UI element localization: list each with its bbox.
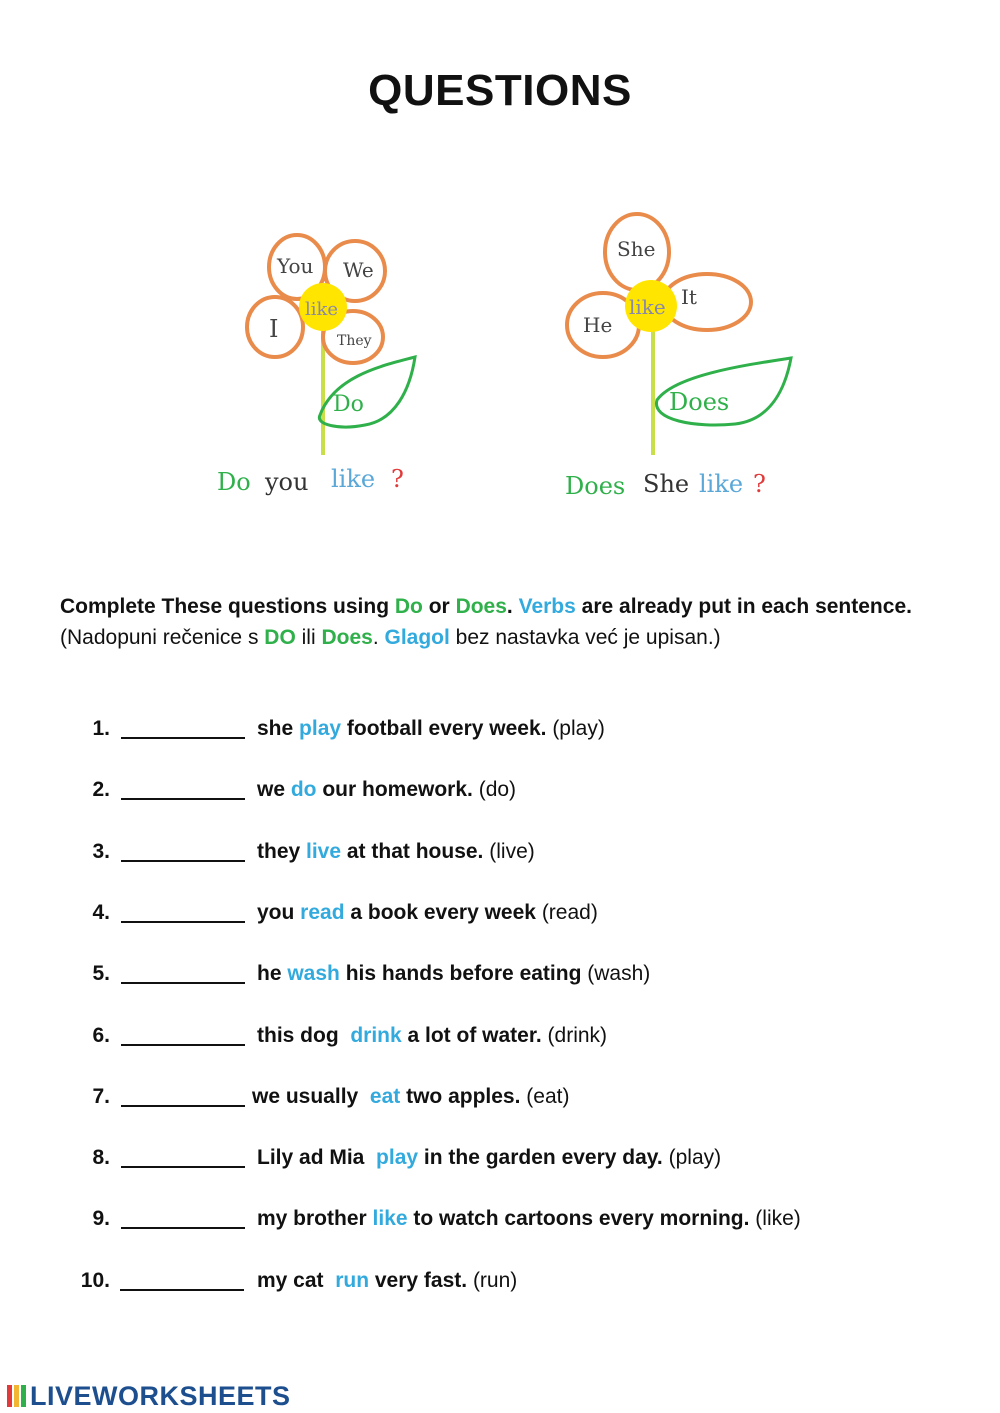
question-sentence xyxy=(257,774,516,806)
answer-blank[interactable] xyxy=(121,1022,245,1046)
keyword-verbs: Verbs xyxy=(518,595,576,618)
question-row xyxy=(0,836,1000,868)
question-number: 6. xyxy=(92,1023,110,1047)
caption-word: Does xyxy=(565,472,626,500)
caption-word: Do xyxy=(217,468,251,496)
question-number: 7. xyxy=(92,1084,110,1108)
instructions-text: Complete These questions using xyxy=(60,595,395,618)
caption-word: like xyxy=(331,465,376,493)
caption-word: you xyxy=(265,468,309,496)
verb-hint: (do) xyxy=(472,778,517,802)
sentence-verb: run xyxy=(335,1268,370,1292)
sentence-verb: like xyxy=(372,1207,408,1231)
petal-label: It xyxy=(681,285,697,309)
answer-blank[interactable] xyxy=(121,838,245,862)
petal-label: He xyxy=(583,313,613,337)
instructions-text: are already put in each sentence. xyxy=(575,595,912,618)
question-number: 9. xyxy=(92,1207,110,1231)
question-number: 2. xyxy=(92,778,110,802)
sentence-rest: at that house. xyxy=(341,839,484,863)
sentence-subject: my cat xyxy=(257,1268,336,1292)
answer-blank[interactable] xyxy=(121,899,245,923)
caption-word: ? xyxy=(753,470,766,498)
verb-hint: (eat) xyxy=(520,1084,570,1108)
sentence-rest: very fast. xyxy=(369,1268,468,1292)
question-sentence xyxy=(252,1081,569,1113)
answer-blank[interactable] xyxy=(120,1267,244,1291)
sentence-verb: play xyxy=(299,717,342,740)
petal-label: She xyxy=(617,237,656,261)
sentence-subject: they xyxy=(257,839,307,863)
keyword-glagol: Glagol xyxy=(384,626,450,649)
sentence-verb: wash xyxy=(287,962,340,986)
sentence-verb: eat xyxy=(369,1084,401,1108)
sentence-rest: a book every week xyxy=(344,900,536,924)
verb-hint: (run) xyxy=(467,1268,518,1292)
question-row xyxy=(0,1203,1000,1235)
question-number: 10. xyxy=(80,1268,110,1292)
question-sentence xyxy=(257,958,650,990)
question-number: 5. xyxy=(92,962,110,986)
answer-blank[interactable] xyxy=(121,715,245,739)
liveworksheets-logo xyxy=(6,1380,291,1412)
verb-hint: (like) xyxy=(749,1207,801,1231)
leaf-label: Do xyxy=(333,392,364,417)
caption-word: like xyxy=(699,470,744,498)
question-sentence xyxy=(257,713,605,745)
flower-illustration-does xyxy=(555,200,805,515)
petal-label: You xyxy=(277,254,314,278)
instructions xyxy=(60,591,940,653)
sentence-subject: we usually xyxy=(252,1084,370,1108)
question-number: 1. xyxy=(92,717,110,740)
sentence-rest: two apples. xyxy=(400,1084,521,1108)
question-number: 8. xyxy=(92,1146,110,1170)
instructions-text: or xyxy=(422,595,456,618)
question-row xyxy=(0,774,1000,806)
question-sentence xyxy=(257,1203,801,1235)
sentence-rest: our homework. xyxy=(316,778,473,802)
question-number: 3. xyxy=(92,839,110,863)
sentence-verb: drink xyxy=(350,1023,402,1047)
leaf-label: Does xyxy=(669,388,730,416)
sentence-subject: he xyxy=(257,962,288,986)
sentence-rest: football every week. xyxy=(341,717,547,740)
question-row xyxy=(0,897,1000,929)
question-row xyxy=(0,1265,1000,1297)
sentence-subject: my brother xyxy=(257,1207,373,1231)
answer-blank[interactable] xyxy=(121,1083,245,1107)
caption-word: ? xyxy=(391,465,404,493)
sentence-verb: play xyxy=(376,1146,419,1170)
question-number: 4. xyxy=(92,900,110,924)
logo-text: LIVEWORKSHEETS xyxy=(30,1380,291,1411)
question-sentence xyxy=(257,1020,607,1052)
verb-hint: (read) xyxy=(535,900,598,924)
question-sentence xyxy=(257,1265,517,1297)
flower-illustration-do xyxy=(205,215,435,515)
verb-hint: (live) xyxy=(483,839,535,863)
instructions-text: . xyxy=(506,595,519,618)
question-row xyxy=(0,1142,1000,1174)
question-sentence xyxy=(257,1142,721,1174)
petal-label: I xyxy=(269,315,279,343)
petal-label: They xyxy=(337,333,372,349)
keyword-does: Does xyxy=(455,595,507,618)
verb-hint: (wash) xyxy=(581,962,651,986)
answer-blank[interactable] xyxy=(121,1205,245,1229)
sentence-subject: we xyxy=(257,778,291,802)
answer-blank[interactable] xyxy=(121,1144,245,1168)
sentence-subject: this dog xyxy=(257,1023,351,1047)
verb-hint: (drink) xyxy=(541,1023,608,1047)
logo-icon xyxy=(6,1383,28,1409)
keyword-does: Does xyxy=(321,626,373,649)
keyword-do-caps: DO xyxy=(264,626,296,649)
sentence-verb: do xyxy=(290,778,317,802)
sentence-rest: his hands before eating xyxy=(339,962,582,986)
question-row xyxy=(0,958,1000,990)
answer-blank[interactable] xyxy=(121,960,245,984)
center-label: like xyxy=(629,295,666,319)
question-sentence xyxy=(257,836,535,868)
question-sentence xyxy=(257,897,598,929)
caption-word: She xyxy=(643,470,690,498)
verb-hint: (play) xyxy=(546,717,605,740)
keyword-do: Do xyxy=(394,595,423,618)
sentence-verb: live xyxy=(306,839,342,863)
instructions-translation: bez nastavka već je upisan.) xyxy=(449,626,721,649)
instructions-translation: ili xyxy=(295,626,322,649)
instructions-translation: (Nadopuni rečenice s xyxy=(60,595,918,649)
sentence-rest: a lot of water. xyxy=(401,1023,542,1047)
question-row xyxy=(0,1020,1000,1052)
verb-hint: (play) xyxy=(662,1146,722,1170)
petal-label: We xyxy=(343,258,374,282)
page-title: QUESTIONS xyxy=(368,66,632,115)
question-row xyxy=(0,1081,1000,1113)
sentence-rest: in the garden every day. xyxy=(418,1146,663,1170)
sentence-subject: she xyxy=(257,717,300,740)
sentence-verb: read xyxy=(300,900,345,924)
question-row xyxy=(0,713,1000,745)
answer-blank[interactable] xyxy=(121,776,245,800)
sentence-rest: to watch cartoons every morning. xyxy=(407,1207,750,1231)
sentence-subject: you xyxy=(257,900,301,924)
instructions-translation: . xyxy=(372,626,385,649)
center-label: like xyxy=(305,299,339,320)
sentence-subject: Lily ad Mia xyxy=(257,1146,377,1170)
